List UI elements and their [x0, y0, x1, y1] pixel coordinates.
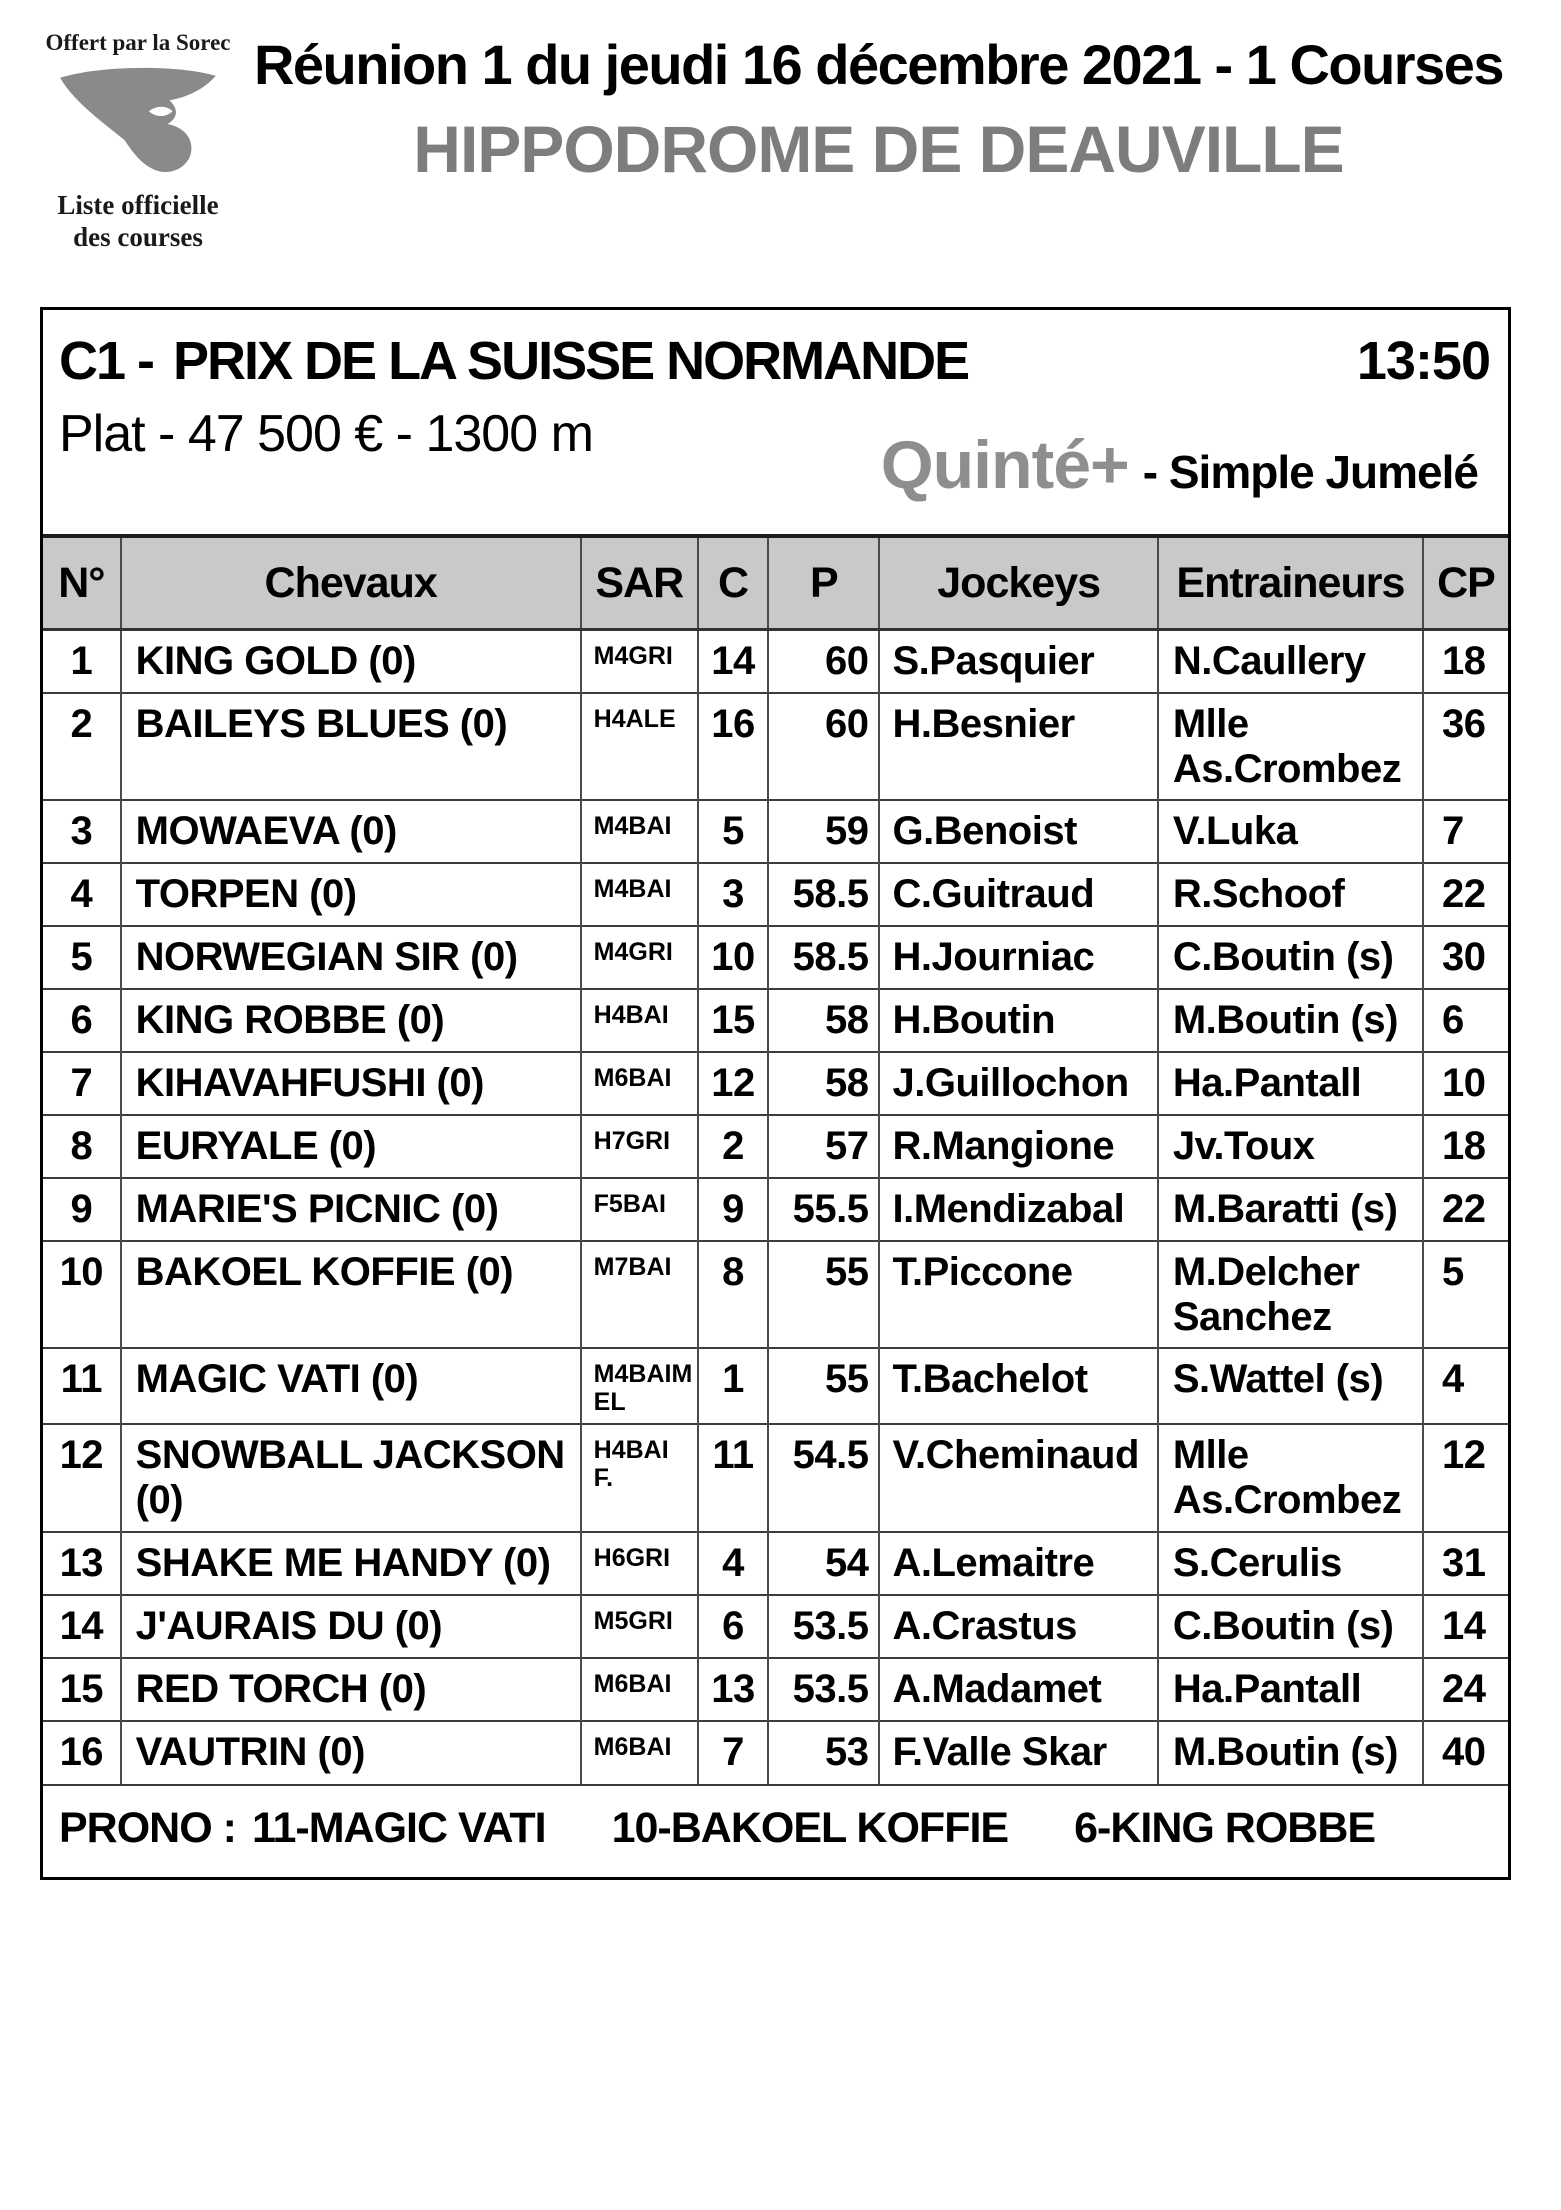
table-row [43, 1241, 1508, 1348]
p-cell: 58 [768, 989, 879, 1052]
race-name: PRIX DE LA SUISSE NORMANDE [173, 331, 969, 391]
table-row [43, 1721, 1508, 1784]
table-row [43, 1052, 1508, 1115]
trainer-cell: M.Delcher Sanchez [1158, 1241, 1423, 1348]
runner-number-cell: 14 [43, 1595, 121, 1658]
cp-cell: 36 [1423, 693, 1508, 800]
runners-table-header [43, 536, 1508, 630]
runner-number-cell: 1 [70, 639, 93, 683]
sar-cell: M4BAI [581, 800, 698, 863]
horse-name-cell: KIHAVAHFUSHI (0) [121, 1052, 581, 1115]
trainer-cell: R.Schoof [1158, 863, 1423, 926]
runner-number-cell: 15 [43, 1658, 121, 1721]
prono-pick: 6-KING ROBBE [1074, 1803, 1376, 1852]
trainer-cell: Mlle As.Crombez [1158, 693, 1423, 800]
cp-cell: 12 [1423, 1424, 1508, 1531]
race-card [40, 307, 1511, 1880]
sorec-horse-swoosh-icon [50, 60, 226, 188]
c-cell: 10 [698, 926, 768, 989]
column-header-trainers: Entraineurs [1158, 536, 1423, 630]
jockey-cell: V.Cheminaud [879, 1424, 1157, 1531]
table-row [43, 1424, 1508, 1531]
meeting-title: Réunion 1 du jeudi 16 décembre 2021 - 1 Courses [253, 33, 1504, 96]
jockey-cell: C.Guitraud [879, 863, 1157, 926]
p-cell: 58.5 [768, 863, 879, 926]
trainer-cell: S.Cerulis [1158, 1532, 1423, 1595]
c-cell: 16 [698, 693, 768, 800]
cp-cell: 22 [1423, 1178, 1508, 1241]
cp-cell: 18 [1423, 1115, 1508, 1178]
trainer-cell: Ha.Pantall [1158, 1658, 1423, 1721]
table-row [43, 926, 1508, 989]
table-row [43, 1178, 1508, 1241]
sar-cell: M6BAI [581, 1052, 698, 1115]
runner-number-cell: 2 [43, 693, 121, 800]
brand-tagline-line1: Liste officielle [57, 190, 219, 220]
c-cell: 4 [698, 1532, 768, 1595]
c-cell: 11 [698, 1424, 768, 1531]
runner-number-cell: 5 [43, 926, 121, 989]
column-header-jockeys: Jockeys [879, 536, 1157, 630]
p-cell: 58.5 [768, 926, 879, 989]
runner-number-cell: 10 [43, 1241, 121, 1348]
cp-cell: 4 [1423, 1348, 1508, 1424]
horse-name-cell: VAUTRIN (0) [121, 1721, 581, 1784]
sar-cell: F5BAI [581, 1178, 698, 1241]
cp-cell: 14 [1423, 1595, 1508, 1658]
horse-name-cell: KING ROBBE (0) [121, 989, 581, 1052]
runner-number-cell: 11 [43, 1348, 121, 1424]
trainer-cell: C.Boutin (s) [1158, 1595, 1423, 1658]
trainer-cell: C.Boutin (s) [1158, 926, 1423, 989]
sar-cell: H7GRI [581, 1115, 698, 1178]
horse-name-cell: MOWAEVA (0) [121, 800, 581, 863]
p-cell: 59 [768, 800, 879, 863]
c-cell: 14 [698, 630, 768, 693]
column-header-cp: CP [1423, 536, 1508, 630]
column-header-horses: Chevaux [121, 536, 581, 630]
simple-jumele-label: - Simple Jumelé [1142, 446, 1478, 498]
cp-cell: 40 [1423, 1721, 1508, 1784]
jockey-cell: H.Boutin [879, 989, 1157, 1052]
header-row [43, 536, 1508, 630]
c-cell: 12 [698, 1052, 768, 1115]
table-row [43, 693, 1508, 800]
jockey-cell: F.Valle Skar [879, 1721, 1157, 1784]
horse-name-cell: NORWEGIAN SIR (0) [121, 926, 581, 989]
brand-tagline-line2: des courses [73, 221, 203, 252]
runner-number-cell: 3 [43, 800, 121, 863]
c-cell: 2 [698, 1115, 768, 1178]
c-cell: 8 [698, 1241, 768, 1348]
p-cell: 58 [768, 1052, 879, 1115]
jockey-cell: S.Pasquier [879, 630, 1157, 693]
race-conditions-row [59, 404, 1490, 504]
horse-name-cell: EURYALE (0) [121, 1115, 581, 1178]
trainer-cell: M.Baratti (s) [1158, 1178, 1423, 1241]
jockey-cell: H.Journiac [879, 926, 1157, 989]
column-header-c: C [698, 536, 768, 630]
horse-name-cell: MAGIC VATI (0) [121, 1348, 581, 1424]
c-cell: 3 [698, 863, 768, 926]
horse-name-cell: BAILEYS BLUES (0) [121, 693, 581, 800]
quinte-plus-label: Quinté+ [880, 427, 1129, 503]
horse-name-cell: SNOWBALL JACKSON (0) [121, 1424, 581, 1531]
jockey-cell: I.Mendizabal [879, 1178, 1157, 1241]
jockey-cell: T.Bachelot [879, 1348, 1157, 1424]
sar-cell: M6BAI [581, 1721, 698, 1784]
prono-pick: 11-MAGIC VATI [251, 1803, 546, 1852]
prono-pick: 10-BAKOEL KOFFIE [611, 1803, 1009, 1852]
trainer-cell: S.Wattel (s) [1158, 1348, 1423, 1424]
column-header-sar: SAR [581, 536, 698, 630]
race-title-row [59, 330, 1490, 392]
table-row [43, 1532, 1508, 1595]
p-cell: 55 [768, 1241, 879, 1348]
prono-row [43, 1784, 1508, 1877]
sar-cell: M4GRI [581, 926, 698, 989]
horse-name-cell: TORPEN (0) [121, 863, 581, 926]
c-cell: 9 [698, 1178, 768, 1241]
trainer-cell: N.Caullery [1158, 630, 1423, 693]
runner-number-cell: 7 [43, 1052, 121, 1115]
cp-cell: 31 [1423, 1532, 1508, 1595]
horse-name-cell: J'AURAIS DU (0) [121, 1595, 581, 1658]
sar-cell: H4BAI [581, 989, 698, 1052]
trainer-cell: M.Boutin (s) [1158, 1721, 1423, 1784]
race-conditions: Plat - 47 500 € - 1300 m [59, 405, 593, 463]
p-cell: 53.5 [768, 1658, 879, 1721]
race-title [59, 330, 968, 392]
sar-cell: H6GRI [581, 1532, 698, 1595]
p-cell: 54.5 [768, 1424, 879, 1531]
cp-cell: 30 [1423, 926, 1508, 989]
trainer-cell: M.Boutin (s) [1158, 989, 1423, 1052]
p-cell: 55 [768, 1348, 879, 1424]
runner-number-cell: 16 [43, 1721, 121, 1784]
runners-table [43, 534, 1508, 1784]
jockey-cell: J.Guillochon [879, 1052, 1157, 1115]
cp-cell: 5 [1423, 1241, 1508, 1348]
sorec-brand-block [26, 30, 250, 254]
column-header-num: N° [43, 536, 121, 630]
cp-cell: 10 [1423, 1052, 1508, 1115]
brand-tagline-top: Offert par la Sorec [45, 30, 231, 55]
p-cell: 54 [768, 1532, 879, 1595]
c-cell: 5 [698, 800, 768, 863]
cp-cell: 6 [1423, 989, 1508, 1052]
table-row [43, 1658, 1508, 1721]
table-row [43, 1115, 1508, 1178]
p-cell: 57 [768, 1115, 879, 1178]
sar-cell: M4BAIM EL [581, 1348, 698, 1424]
table-row [43, 989, 1508, 1052]
sar-cell: M4GRI [581, 630, 698, 693]
jockey-cell: R.Mangione [879, 1115, 1157, 1178]
race-card-header [43, 310, 1508, 534]
runner-number-cell: 13 [43, 1532, 121, 1595]
jockey-cell: H.Besnier [879, 693, 1157, 800]
runner-number-cell: 12 [43, 1424, 121, 1531]
sar-cell: H4ALE [581, 693, 698, 800]
horse-name-cell: KING GOLD (0) [121, 630, 581, 693]
table-row [43, 800, 1508, 863]
horse-name-cell: BAKOEL KOFFIE (0) [121, 1241, 581, 1348]
prono-picks [252, 1804, 1375, 1853]
venue-title: HIPPODROME DE DEAUVILLE [413, 112, 1344, 186]
p-cell: 53 [768, 1721, 879, 1784]
race-time: 13:50 [1356, 331, 1490, 391]
table-row [43, 1595, 1508, 1658]
bet-types [881, 426, 1490, 504]
sar-cell: M4BAI [581, 863, 698, 926]
runner-number-cell: 9 [43, 1178, 121, 1241]
c-cell: 1 [698, 1348, 768, 1424]
table-row [43, 1348, 1508, 1424]
sar-cell: H4BAI F. [581, 1424, 698, 1531]
trainer-cell: V.Luka [1158, 800, 1423, 863]
c-cell: 6 [698, 1595, 768, 1658]
runner-number-cell: 8 [43, 1115, 121, 1178]
sar-cell: M5GRI [581, 1595, 698, 1658]
p-cell: 53.5 [768, 1595, 879, 1658]
horse-name-cell: RED TORCH (0) [121, 1658, 581, 1721]
p-cell: 60 [768, 693, 879, 800]
jockey-cell: A.Crastus [879, 1595, 1157, 1658]
race-code: C1 - [59, 331, 154, 391]
jockey-cell: T.Piccone [879, 1241, 1157, 1348]
runner-number-cell: 6 [43, 989, 121, 1052]
trainer-cell: Ha.Pantall [1158, 1052, 1423, 1115]
c-cell: 15 [698, 989, 768, 1052]
runners-table-body [43, 630, 1508, 1784]
jockey-cell: A.Madamet [879, 1658, 1157, 1721]
c-cell: 13 [698, 1658, 768, 1721]
cp-cell: 18 [1423, 630, 1508, 693]
p-cell: 55.5 [768, 1178, 879, 1241]
prono-label: PRONO : [59, 1803, 236, 1852]
horse-name-cell: SHAKE ME HANDY (0) [121, 1532, 581, 1595]
cp-cell: 22 [1423, 863, 1508, 926]
jockey-cell: A.Lemaitre [879, 1532, 1157, 1595]
p-cell: 60 [768, 630, 879, 693]
horse-name-cell: MARIE'S PICNIC (0) [121, 1178, 581, 1241]
cp-cell: 7 [1423, 800, 1508, 863]
column-header-p: P [768, 536, 879, 630]
page-header [218, 32, 1539, 187]
cp-cell: 24 [1423, 1658, 1508, 1721]
table-row [43, 630, 1508, 693]
c-cell: 7 [698, 1721, 768, 1784]
sar-cell: M7BAI [581, 1241, 698, 1348]
jockey-cell: G.Benoist [879, 800, 1157, 863]
table-row [43, 863, 1508, 926]
runner-number-cell: 4 [43, 863, 121, 926]
trainer-cell: Mlle As.Crombez [1158, 1424, 1423, 1531]
trainer-cell: Jv.Toux [1158, 1115, 1423, 1178]
sar-cell: M6BAI [581, 1658, 698, 1721]
